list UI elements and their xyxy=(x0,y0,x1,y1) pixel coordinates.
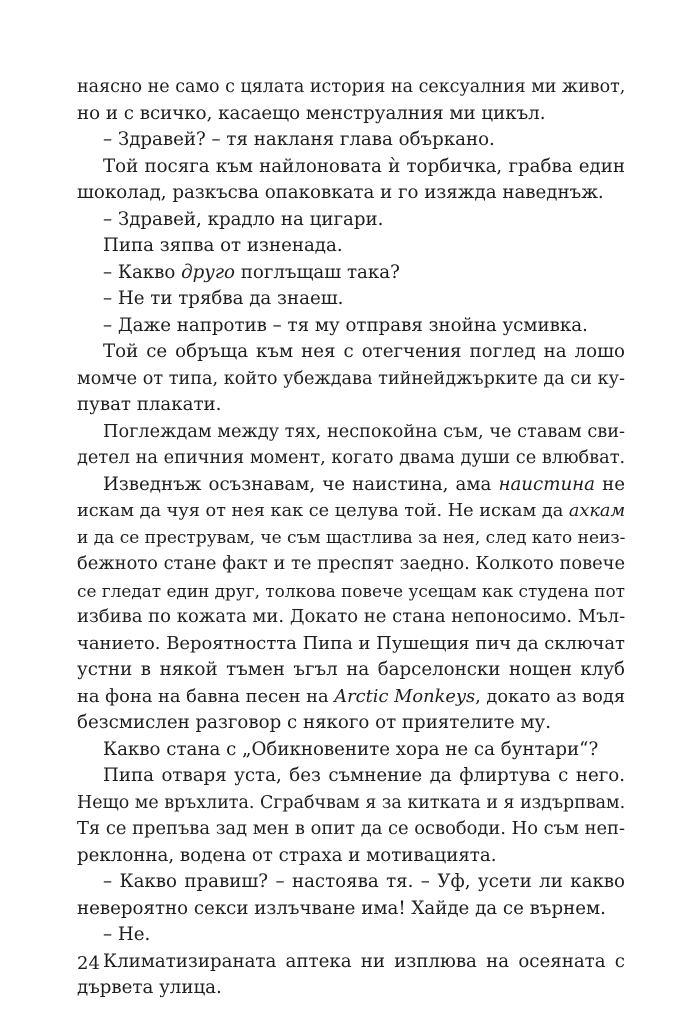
text-line xyxy=(77,498,625,525)
text-line: – Здравей, крадло на цигари. xyxy=(103,208,384,230)
text-line: – Не. xyxy=(103,924,151,945)
italic-text: Arctic Monkeys xyxy=(334,685,476,707)
text-line: безсмислен разговор с някого от приятелите му. xyxy=(77,712,552,733)
text-line: устни в някой тъмен ъгъл на барселонски нощен клуб xyxy=(77,659,625,680)
text-line: – Какво правиш? – настоява тя. – Уф, усети ли какво xyxy=(103,871,625,892)
text-line: дървета улица. xyxy=(77,977,222,998)
text-line: Пипа отваря уста, без съмнение да флиртува с него. xyxy=(103,765,625,786)
text-span: на фона на бавна песен на xyxy=(77,685,335,707)
text-line: Поглеждам между тях, неспокойна съм, че ставам сви- xyxy=(103,421,625,442)
text-line xyxy=(77,684,625,711)
text-line: – Не ти трябва да знаеш. xyxy=(103,288,344,309)
text-line: момче от типа, който убеждава тийнейджърките да си ку- xyxy=(77,368,625,389)
text-span: поглъщаш така? xyxy=(235,261,400,283)
text-line: шоколад, разкъсва опаковката и го изяжда наведнъж. xyxy=(77,182,604,203)
text-line: чанието. Вероятността Пипа и Пушещия пич да сключат xyxy=(77,632,625,654)
text-line: Климатизираната аптека ни изплюва на осеяната с xyxy=(103,950,625,972)
text-span: искам да чуя от нея как се целува той. Не искам да xyxy=(77,501,569,521)
text-line xyxy=(77,260,625,287)
text-line: но и с всичко, касаещо менструалния ми цикъл. xyxy=(77,102,546,124)
page-body-text xyxy=(77,74,625,1002)
text-line: Какво стана с „Обикновените хора не са бунтари“? xyxy=(103,738,599,760)
italic-text: наистина xyxy=(498,473,595,495)
text-line: детел на епичния момент, когато двама души се влюбват. xyxy=(77,448,626,468)
text-line: – Даже напротив – тя му отправя знойна усмивка. xyxy=(103,314,588,336)
text-span: Изведнъж осъзнавам, че наистина, ама xyxy=(103,473,499,495)
text-line: Нещо ме връхлита. Сграбчвам я за китката и я издърпвам. xyxy=(77,792,626,813)
text-line: Той посяга към найлоновата ѝ торбичка, грабва един xyxy=(103,155,625,177)
text-span: , докато аз водя xyxy=(475,685,626,707)
text-line: се гледат един друг, толкова повече усещам как студена пот xyxy=(77,580,625,601)
italic-text: друго xyxy=(181,261,236,283)
text-line: и да се преструвам, че съм щастлива за нея, след като неиз- xyxy=(77,527,626,548)
text-line xyxy=(77,472,625,499)
italic-text: ахкам xyxy=(568,501,626,521)
text-line: реклонна, водена от страха и мотивацията. xyxy=(77,844,497,866)
text-line: невероятно секси излъчване има! Хайде да се върнем. xyxy=(77,897,606,919)
text-line: бежното стане факт и те преспят заедно. Колкото повече xyxy=(77,553,625,574)
text-line: Пипа зяпва от изненада. xyxy=(103,235,343,256)
page-number: 24 xyxy=(77,953,100,974)
text-span: – Какво xyxy=(103,261,182,283)
text-line: Той се обръща към нея с отегчения поглед на лошо xyxy=(103,341,625,362)
text-span: не xyxy=(594,473,625,495)
text-line: пуват плакати. xyxy=(77,394,222,415)
text-line: избива по кожата ми. Докато не стана непоносимо. Мъл- xyxy=(77,606,626,627)
text-line: наясно не само с цялата история на сексуалния ми живот, xyxy=(77,77,626,97)
text-line: – Здравей? – тя накланя глава объркано. xyxy=(103,129,495,150)
text-line: Тя се препъва зад мен в опит да се освободи. Но съм неп- xyxy=(77,818,625,839)
